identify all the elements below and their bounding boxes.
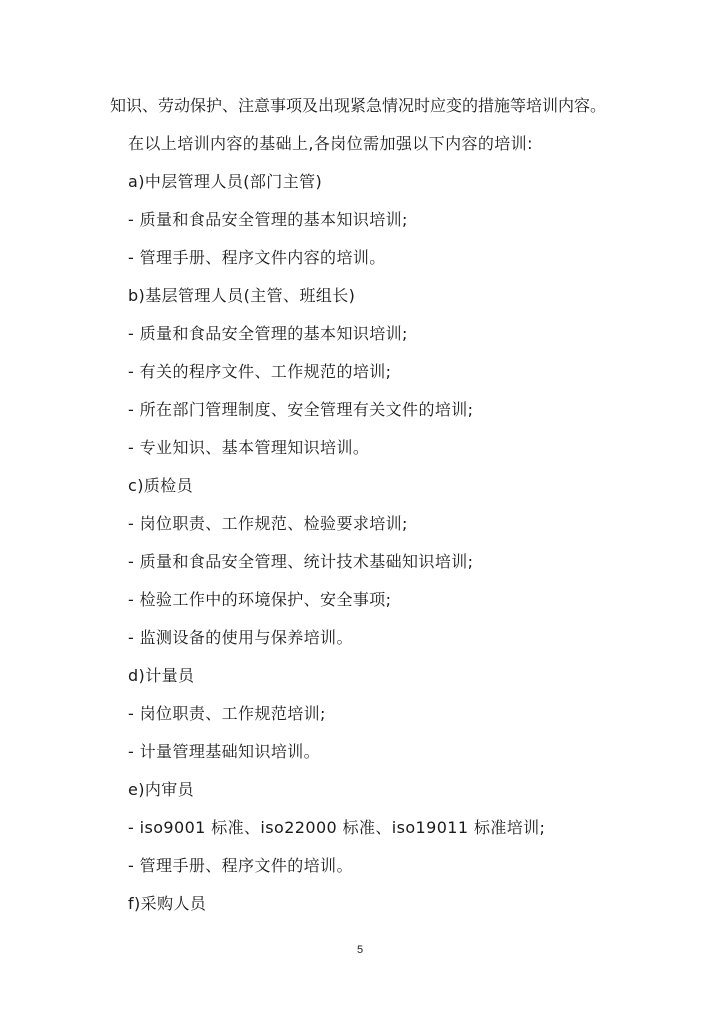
list-item: - 计量管理基础知识培训。 [128, 742, 321, 761]
section-heading-b: b)基层管理人员(主管、班组长) [128, 286, 356, 305]
list-item: - 质量和食品安全管理的基本知识培训; [128, 210, 408, 229]
list-item: - 检验工作中的环境保护、安全事项; [128, 590, 392, 609]
page-number: 5 [356, 944, 364, 956]
list-item: - 监测设备的使用与保养培训。 [128, 628, 353, 647]
list-item: - 专业知识、基本管理知识培训。 [128, 438, 370, 457]
section-heading-e: e)内审员 [128, 780, 195, 799]
list-item: - 岗位职责、工作规范、检验要求培训; [128, 514, 408, 533]
list-item: - iso9001 标准、iso22000 标准、iso19011 标准培训; [128, 818, 546, 837]
section-heading-c: c)质检员 [128, 476, 194, 495]
section-heading-f: f)采购人员 [128, 894, 207, 913]
list-item: - 有关的程序文件、工作规范的培训; [128, 362, 392, 381]
text-line: 知识、劳动保护、注意事项及出现紧急情况时应变的措施等培训内容。 [110, 96, 607, 115]
list-item: - 管理手册、程序文件内容的培训。 [128, 248, 386, 267]
list-item: - 质量和食品安全管理、统计技术基础知识培训; [128, 552, 474, 571]
text-line: 在以上培训内容的基础上,各岗位需加强以下内容的培训: [128, 134, 533, 153]
section-heading-a: a)中层管理人员(部门主管) [128, 172, 323, 191]
list-item: - 管理手册、程序文件的培训。 [128, 856, 353, 875]
list-item: - 所在部门管理制度、安全管理有关文件的培训; [128, 400, 474, 419]
list-item: - 质量和食品安全管理的基本知识培训; [128, 324, 408, 343]
section-heading-d: d)计量员 [128, 666, 195, 685]
list-item: - 岗位职责、工作规范培训; [128, 704, 326, 723]
